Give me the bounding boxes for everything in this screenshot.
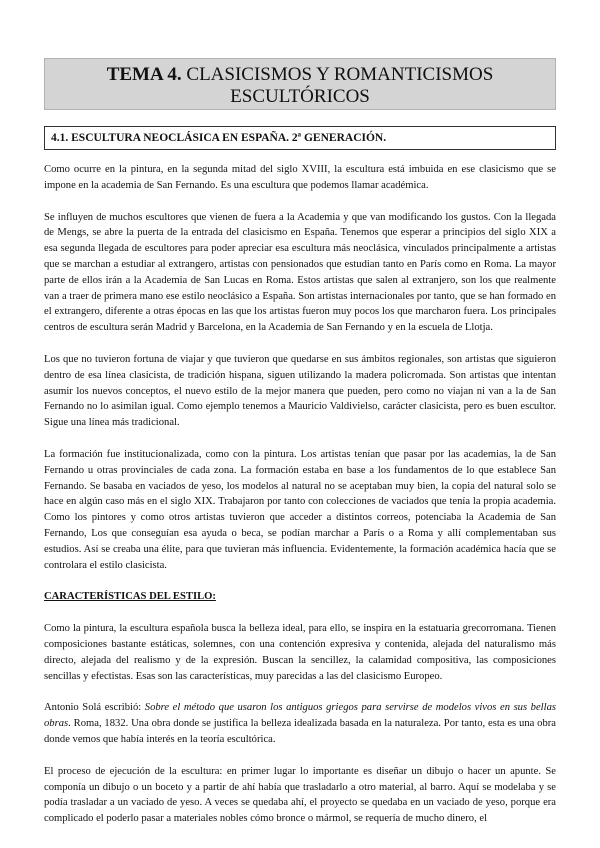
paragraph: Los que no tuvieron fortuna de viajar y que tuvieron que quedarse en sus ámbitos regionales, son artistas que siguieron dentro de esa línea clasicista, de tradición hispana, siguen utilizando la madera policromada. Son artistas que intentan asumir los nuevos conceptos, el nuevo estilo de la mejor manera que pueden, pero como no viajan ni van a la de San Fernando no lo asimilan igual. Como ejemplo tenemos a Mauricio Valdivielso, carácter clasicista, pero es buen escultor. Sigue una línea más tradicional. <box>44 353 556 429</box>
paragraph: El proceso de ejecución de la escultura: en primer lugar lo importante es diseñar un dibujo o hacer un apunte. Se componía un dibujo o un boceto y a partir de ahí había que trasladarlo a otro material, al barro. Aquí se modelaba y se podía trasladar a un vaciado de yeso. A veces se quedaba ahí, el proyecto se quedaba en un vaciado de yeso, porque era complicado el poderlo pasar a materiales nobles cómo bronce o mármol, se requería de mucho dinero, el <box>44 765 556 825</box>
page-title <box>44 58 556 110</box>
paragraph-continuation: . Roma, 1832. Una obra donde se justifica la belleza idealizada basada en la naturaleza. Por tanto, esta es una obra donde vemos que había interés en la teoría escultórica. <box>44 718 556 745</box>
paragraph: Como la pintura, la escultura española busca la belleza ideal, para ello, se inspira en la estatuaria grecorromana. Tienen composiciones bastante estáticas, solemnes, con una contención expresiva y contenida, alejada del naturalismo más directo, alejada del realismo y de la expresión. Buscan la sencillez, la calamidad compositiva, las composiciones sencillas y efectistas. Esas son las características, muy parecidas a las del clasicismo Europeo. <box>44 623 556 682</box>
paragraph: La formación fue institucionalizada, como con la pintura. Los artistas tenían que pasar por las academias, la de San Fernando u otras provinciales de cada zona. La formación estaba en base a los fundamentos de lo que establece San Fernando. Se basaba en vaciados de yeso, los modelos al natural no se aceptaban muy bien, la copia del natural solo se hace en algún caso más en el siglo XIX. Trabajaron por tanto con colecciones de vaciados que tenía la propia academia. Como los pintores y como otros artistas tuvieron que acceder a distintos correos, potenciaba la Academia de San Fernando, Los que conseguían esa ayuda o beca, se podían marchar a París o a Roma y allí complementaban sus estudios. Así se creaba una élite, para que tuvieran más influencia. Evidentemente, la formación académica hacía que se controlara el estilo clasicista. <box>44 448 556 571</box>
work-title: Sobre el método que usaron los antiguos griegos para servirse de modelos vivos en sus bellas obras <box>44 702 556 730</box>
title-number: TEMA 4. <box>106 64 182 85</box>
paragraph: Como ocurre en la pintura, en la segunda mitad del siglo XVIII, la escultura está imbuida en ese clasicismo que se impone en la academia de San Fernando. Es una escultura que podemos llamar académica. <box>44 164 556 191</box>
author-text: Antonio Solá escribió: <box>44 702 142 714</box>
subheading: CARACTERÍSTICAS DEL ESTILO: <box>44 591 216 603</box>
paragraph: Se influyen de muchos escultores que vienen de fuera a la Academia y que van modificando los gustos. Con la llegada de Mengs, se abre la puerta de la entrada del clasicismo en España. Tenemos que esperar a principios del siglo XIX a esa segunda llegada de escultores para poder apreciar esa escultura más neoclásica, vinculados principalmente a artistas que se marchan a estudiar al extrangero, artistas con pensionados que estudian tanto en París como en Roma. La mayor parte de ellos irán a la Academia de San Lucas en Roma. Estos artistas que salen al extranjero, son los que realmente van a traer de primera mano ese estilo neoclásico a España. Son artistas internacionales por tanto, que se han formado en el extrangero, diferente a otras épocas en las que los artistas fueron muy pocos los que marcharon fuera. Los principales centros de escultura serán Madrid y Barcelona, en la Academia de San Fernando y en la escuela de Llotja. <box>44 211 556 334</box>
document-body <box>44 162 556 843</box>
section-heading: 4.1. ESCULTURA NEOCLÁSICA EN ESPAÑA. 2ª GENERACIÓN. <box>44 126 556 150</box>
title-text: CLASICISMOS Y ROMANTICISMOS ESCULTÓRICOS <box>186 64 494 107</box>
paragraph <box>44 700 556 747</box>
